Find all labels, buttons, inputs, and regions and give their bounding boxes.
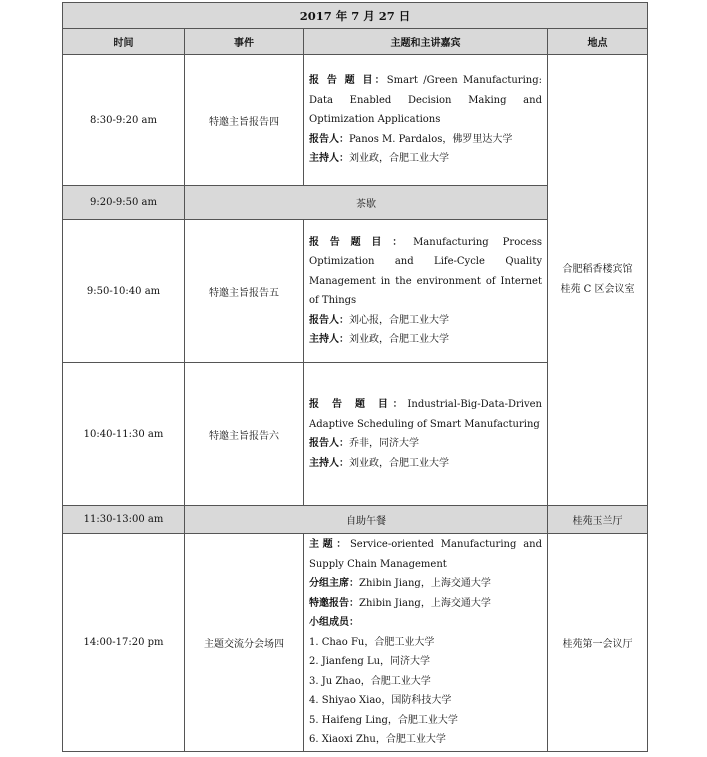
members-label: 小组成员：: [309, 617, 359, 629]
time-cell: 9:50-10:40 am: [63, 220, 185, 363]
event-cell: 主题交流分会场四: [185, 534, 304, 752]
invited-label: 特邀报告：: [309, 597, 359, 609]
topic-text: Industrial-Big-Data-Driven Adaptive Scheduling of Smart Manufacturing: [309, 399, 542, 430]
time-cell: 9:20-9:50 am: [63, 186, 185, 220]
host-label: 主持人：: [309, 153, 349, 165]
table-row: [63, 506, 648, 534]
member-item: 5. Haifeng Ling，合肥工业大学: [309, 714, 458, 726]
table-row: [63, 534, 648, 752]
topic-text: Service-oriented Manufacturing and Supply Chain Management: [309, 539, 543, 570]
time-cell: 10:40-11:30 am: [63, 363, 185, 506]
venue-line: 桂苑 C 区会议室: [560, 284, 635, 295]
topic-label: 报 告 题 目：: [309, 75, 387, 87]
venue-cell: [548, 55, 648, 506]
host-label: 主持人：: [309, 334, 349, 345]
time-cell: 11:30-13:00 am: [63, 506, 185, 534]
date-title: 2017 年 7 月 27 日: [63, 3, 648, 29]
member-item: 6. Xiaoxi Zhu，合肥工业大学: [309, 734, 446, 746]
schedule-table: [62, 2, 648, 752]
event-cell: 特邀主旨报告五: [185, 220, 304, 363]
speaker-text: 乔非，同济大学: [349, 438, 419, 449]
host-label: 主持人：: [309, 457, 349, 469]
topic-label: 主题：: [309, 539, 350, 551]
speaker-label: 报告人：: [309, 314, 349, 326]
invited-text: Zhibin Jiang，上海交通大学: [359, 597, 491, 609]
event-cell: 特邀主旨报告六: [185, 363, 304, 506]
event-cell: 茶歇: [185, 186, 548, 220]
event-cell: 特邀主旨报告四: [185, 55, 304, 186]
topic-label: 报 告 题 目：: [309, 399, 408, 410]
speaker-label: 报告人：: [309, 133, 349, 145]
topic-cell: [304, 55, 548, 186]
venue-line: 合肥稻香楼宾馆: [562, 264, 633, 275]
time-cell: 8:30-9:20 am: [63, 55, 185, 186]
topic-cell: [304, 220, 548, 363]
time-cell: 14:00-17:20 pm: [63, 534, 185, 752]
venue-cell: 桂苑玉兰厅: [548, 506, 648, 534]
member-item: 3. Ju Zhao，合肥工业大学: [309, 675, 431, 687]
member-item: 2. Jianfeng Lu，同济大学: [309, 656, 431, 668]
header-time: 时间: [63, 29, 185, 55]
host-text: 刘业政，合肥工业大学: [349, 153, 449, 165]
topic-text: Smart /Green Manufacturing: Data Enabled Decision Making and Optimization Applications: [309, 75, 542, 126]
chair-label: 分组主席：: [309, 578, 359, 590]
host-text: 刘业政，合肥工业大学: [349, 334, 449, 345]
header-event: 事件: [185, 29, 304, 55]
speaker-text: Panos M. Pardalos，佛罗里达大学: [349, 133, 513, 145]
header-venue: 地点: [548, 29, 648, 55]
venue-cell: 桂苑第一会议厅: [548, 534, 648, 752]
topic-cell: [304, 534, 548, 752]
speaker-label: 报告人：: [309, 438, 349, 449]
header-topic: 主题和主讲嘉宾: [304, 29, 548, 55]
event-cell: 自助午餐: [185, 506, 548, 534]
table-row: [63, 55, 648, 186]
member-item: 4. Shiyao Xiao，国防科技大学: [309, 695, 452, 707]
topic-label: 报告题目：: [309, 236, 414, 248]
topic-cell: [304, 363, 548, 506]
member-item: 1. Chao Fu，合肥工业大学: [309, 636, 435, 648]
speaker-text: 刘心报，合肥工业大学: [349, 314, 449, 326]
host-text: 刘业政，合肥工业大学: [349, 457, 449, 469]
topic-text: Manufacturing Process Optimization and Life-Cycle Quality Management in the environment of Internet of Things: [309, 236, 542, 306]
chair-text: Zhibin Jiang，上海交通大学: [359, 578, 491, 590]
